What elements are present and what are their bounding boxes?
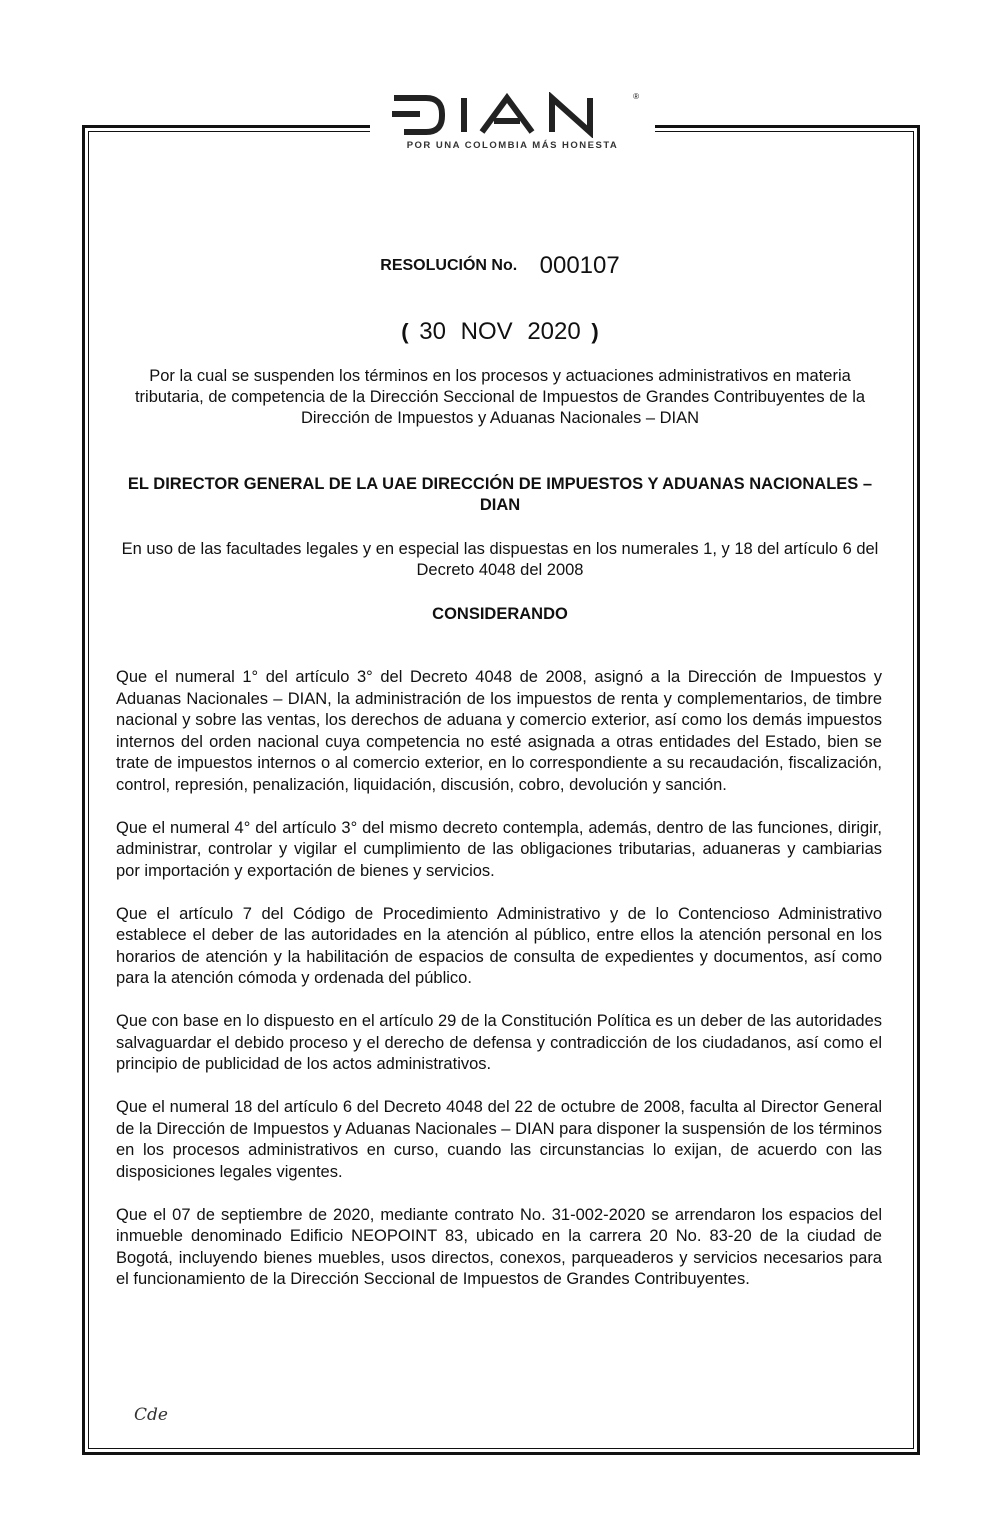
resolution-label: RESOLUCIÓN No. <box>380 257 518 274</box>
paragraph: Que el artículo 7 del Código de Procedimiento Administrativo y de lo Contencioso Administrativo establece el deber de las autoridades en la atención al público, entre ellos la atención personal en los horarios de atención y la habilitación de espacios de consulta de expedientes y documentos, así como para la atención cómoda y ordenada del público. <box>116 904 882 987</box>
date-day: 30 <box>419 318 446 345</box>
resolution-line <box>0 252 1000 280</box>
dian-logo <box>370 88 655 168</box>
handwritten-initials: Cde <box>134 1405 168 1425</box>
resolution-subject: Por la cual se suspenden los términos en los procesos y actuaciones administrativos en materia tributaria, de competencia de la Dirección Seccional de Impuestos de Grandes Contribuyentes de la Dirección de Impuestos y Aduanas Nacionales – DIAN <box>134 367 866 427</box>
logo-tagline: POR UNA COLOMBIA MÁS HONESTA <box>406 140 619 151</box>
paragraph: Que el numeral 1° del artículo 3° del Decreto 4048 de 2008, asignó a la Dirección de Impuestos y Aduanas Nacionales – DIAN, la administración de los impuestos de renta y complementarios, de timbre nacional y sobre las ventas, los derechos de aduana y comercio exterior, así como los demás impuestos internos del orden nacional cuya competencia no esté asignada a otras entidades del Estado, bien se trate de impuestos internos o al comercio exterior, en lo correspondiente a su recaudación, fiscalización, control, represión, penalización, liquidación, discusión, cobro, devolución y sanción. <box>116 668 882 794</box>
date-open-paren: ( <box>401 319 409 344</box>
paragraph: Que el numeral 18 del artículo 6 del Decreto 4048 del 22 de octubre de 2008, faculta al Director General de la Dirección de Impuestos y Aduanas Nacionales – DIAN para disponer la suspensión de los términos en los procesos administrativos en curso, cuando las circunstancias lo exijan, de acuerdo con las disposiciones legales vigentes. <box>116 1098 882 1181</box>
authority-heading: EL DIRECTOR GENERAL DE LA UAE DIRECCIÓN DE IMPUESTOS Y ADUANAS NACIONALES – DIAN <box>127 475 873 514</box>
paragraph: Que el numeral 4° del artículo 3° del mismo decreto contempla, además, dentro de las funciones, dirigir, administrar, controlar y vigilar el cumplimiento de las obligaciones tributarias, aduaneras y cambiarias por importación y exportación de bienes y servicios. <box>116 818 882 880</box>
registered-mark: ® <box>633 92 639 101</box>
resolution-date <box>0 318 1000 346</box>
date-year: 2020 <box>527 318 581 345</box>
considering-heading: CONSIDERANDO <box>432 605 568 623</box>
paragraph: Que con base en lo dispuesto en el artículo 29 de la Constitución Política es un deber de las autoridades salvaguardar el debido proceso y el derecho de defensa y contradicción de los ciudadanos, así como el principio de publicidad de los actos administrativos. <box>116 1012 882 1073</box>
resolution-number: 000107 <box>539 252 620 279</box>
date-close-paren: ) <box>591 319 599 344</box>
date-month: NOV <box>460 318 513 345</box>
powers-text: En uso de las facultades legales y en especial las dispuestas en los numerales 1, y 18 del artículo 6 del Decreto 4048 del 2008 <box>121 540 879 579</box>
paragraph: Que el 07 de septiembre de 2020, mediante contrato No. 31-002-2020 se arrendaron los espacios del inmueble denominado Edificio NEOPOINT 83, ubicado en la carrera 20 No. 83-20 de la ciudad de Bogotá, incluyendo bienes muebles, usos directos, conexos, parqueaderos y servicios necesarios para el funcionamiento de la Dirección Seccional de Impuestos de Grandes Contribuyentes. <box>116 1205 882 1288</box>
dian-logo-wordmark <box>390 92 635 138</box>
considerations-body <box>116 667 882 1312</box>
